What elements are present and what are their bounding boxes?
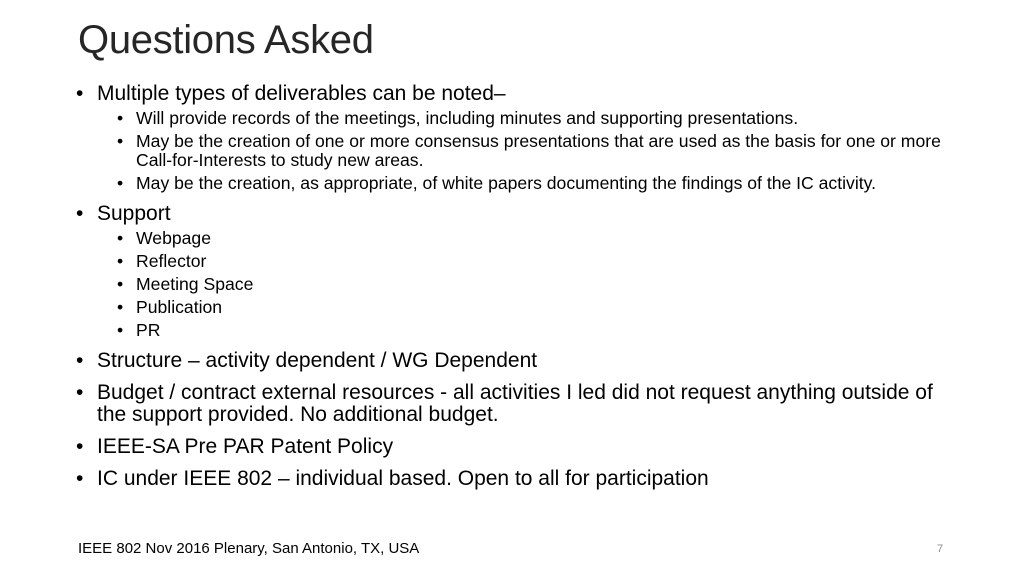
bullet-text: Support — [97, 202, 171, 225]
bullet-item — [74, 436, 954, 458]
sub-bullet-item — [74, 275, 954, 294]
bullet-text: Budget / contract external resources - all activities I led did not request anything outside of the support provided. No additional budget. — [97, 381, 933, 426]
bullet-text: Structure – activity dependent / WG Dependent — [97, 349, 538, 372]
bullet-icon: • — [117, 173, 124, 193]
bullet-icon: • — [76, 381, 84, 404]
sub-bullet-text: Will provide records of the meetings, including minutes and supporting presentations. — [136, 108, 799, 128]
bullet-icon: • — [76, 467, 84, 490]
sub-bullet-item — [74, 321, 954, 340]
sub-bullet-text: May be the creation of one or more consensus presentations that are used as the basis for one or more Call-for-Interests to study new areas. — [136, 131, 941, 170]
sub-bullet-item — [74, 229, 954, 248]
slide-footer: IEEE 802 Nov 2016 Plenary, San Antonio, TX, USA — [78, 540, 420, 557]
sub-bullet-item — [74, 132, 954, 170]
sub-bullet-list — [74, 229, 954, 340]
sub-bullet-item — [74, 252, 954, 271]
bullet-item — [74, 468, 954, 490]
bullet-icon: • — [76, 349, 84, 372]
bullet-icon: • — [117, 228, 124, 248]
sub-bullet-text: PR — [136, 320, 161, 340]
sub-bullet-text: Reflector — [136, 251, 207, 271]
bullet-item — [74, 83, 954, 105]
bullet-icon: • — [76, 202, 84, 225]
bullet-text: IEEE-SA Pre PAR Patent Policy — [97, 435, 394, 458]
bullet-icon: • — [117, 274, 124, 294]
sub-bullet-text: Publication — [136, 297, 223, 317]
sub-bullet-item — [74, 109, 954, 128]
bullet-icon: • — [76, 435, 84, 458]
sub-bullet-text: Webpage — [136, 228, 211, 248]
bullet-icon: • — [76, 82, 84, 105]
bullet-item — [74, 350, 954, 372]
sub-bullet-item — [74, 298, 954, 317]
sub-bullet-list — [74, 109, 954, 193]
page-number: 7 — [937, 543, 944, 555]
bullet-text: Multiple types of deliverables can be noted– — [97, 82, 506, 105]
slide-title: Questions Asked — [78, 18, 374, 62]
bullet-icon: • — [117, 108, 124, 128]
bullet-item — [74, 203, 954, 225]
bullet-item — [74, 382, 954, 426]
sub-bullet-item — [74, 174, 954, 193]
bullet-icon: • — [117, 320, 124, 340]
sub-bullet-text: Meeting Space — [136, 274, 254, 294]
bullet-list — [74, 83, 954, 490]
bullet-icon: • — [117, 297, 124, 317]
bullet-text: IC under IEEE 802 – individual based. Open to all for participation — [97, 467, 709, 490]
bullet-icon: • — [117, 131, 124, 151]
bullet-icon: • — [117, 251, 124, 271]
sub-bullet-text: May be the creation, as appropriate, of white papers documenting the findings of the IC activity. — [136, 173, 877, 193]
